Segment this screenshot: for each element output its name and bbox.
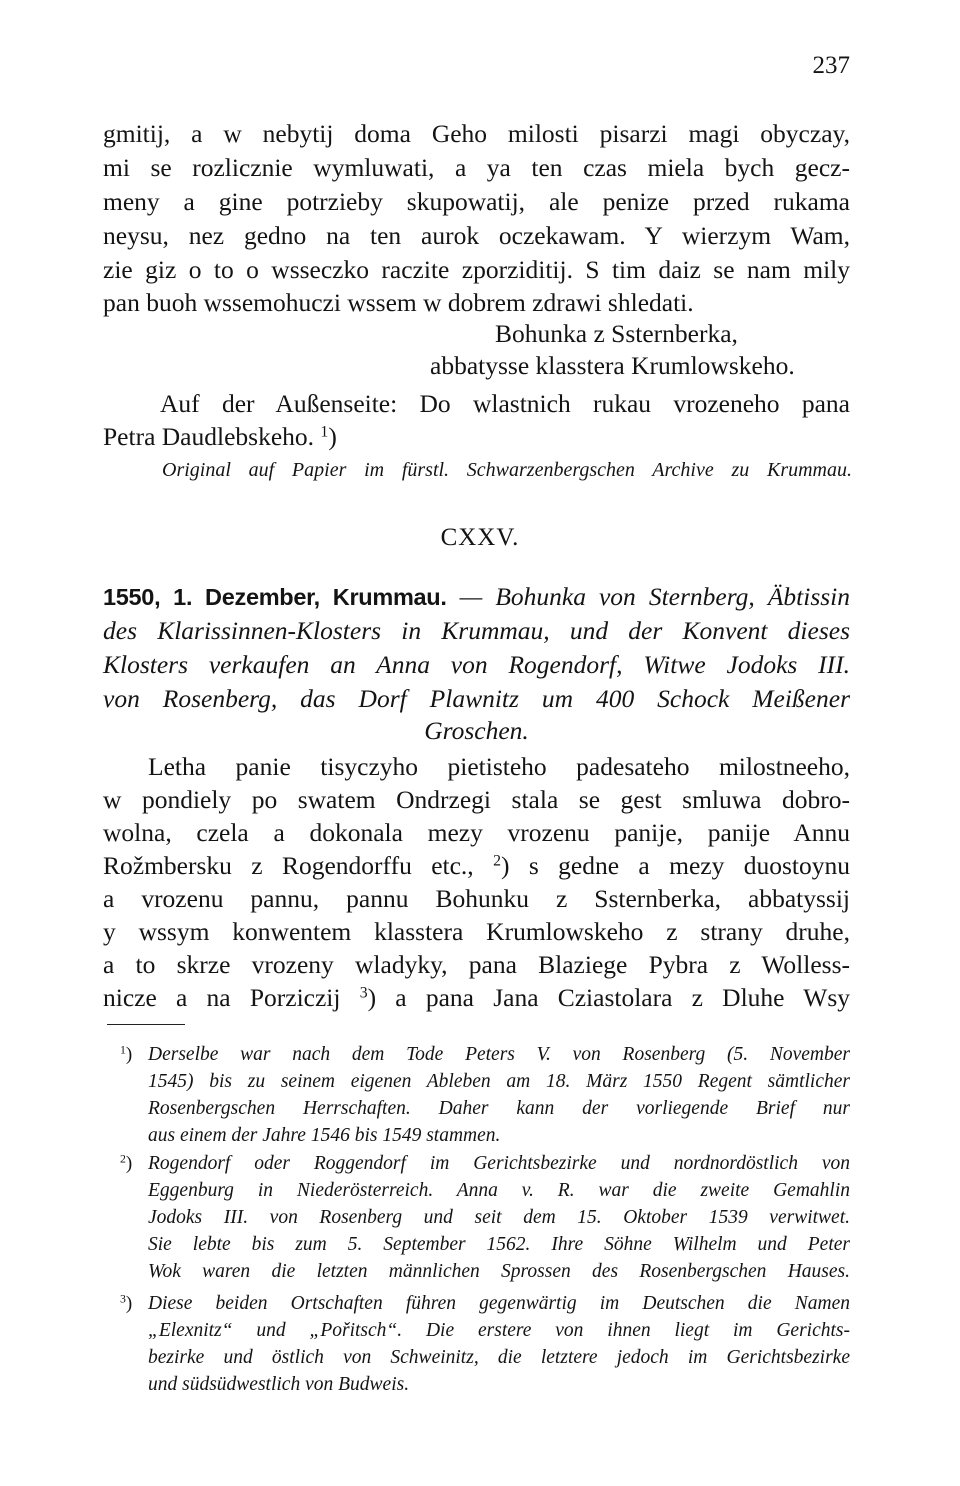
footnote-line: Eggenburg in Niederösterreich. Anna v. R. war die zweite Gemahlin xyxy=(148,1180,850,1201)
footnote-line: bezirke und östlich von Schweinitz, die letztere jedoch im Gerichtsbezirke xyxy=(148,1347,850,1368)
text-line xyxy=(103,850,850,881)
footnote-rule xyxy=(107,1024,185,1025)
text-line: w pondiely po swatem Ondrzegi stala se gest smluwa dobro- xyxy=(103,785,850,814)
address-line-2 xyxy=(103,421,337,452)
regest-line: Klosters verkaufen an Anna von Rogendorf, Witwe Jodoks III. xyxy=(103,650,850,679)
text-fragment: Rožmbersku z Rogendorffu etc., xyxy=(103,851,474,880)
regest-line-last: Groschen. xyxy=(424,716,529,745)
body-line: zie giz o to o wsseczko raczite zporziditij. S tim daiz se nam mily xyxy=(103,255,850,284)
signature-title: abbatysse klasstera Krumlowskeho. xyxy=(430,351,795,380)
text-fragment: ) a pana Jana Cziastolara z Dluhe Wsy xyxy=(367,983,850,1012)
footnote-mark: $^1$) xyxy=(120,1043,133,1065)
source-note: Original auf Papier im fürstl. Schwarzenbergschen Archive zu Krummau. xyxy=(162,459,852,481)
footnote-line: Rogendorf oder Roggendorf im Gerichtsbezirke und nordnordöstlich von xyxy=(148,1153,850,1174)
footnote-ref-paren: ) xyxy=(328,422,337,451)
footnote-line: und südsüdwestlich von Budweis. xyxy=(148,1374,410,1395)
text-line xyxy=(103,982,850,1013)
body-line: mi se rozlicznie wymluwati, a ya ten czas miela bych gecz- xyxy=(103,153,850,182)
body-line: meny a gine potrzieby skupowatij, ale penize przed rukama xyxy=(103,187,850,216)
text-line: a to skrze vrozeny wladyky, pana Blaziege Pybra z Wolless- xyxy=(103,950,850,979)
footnote-line: 1545) bis zu seinem eigenen Ableben am 18. März 1550 Regent sämtlicher xyxy=(148,1071,850,1092)
regest-date-place: 1550, 1. Dezember, Krummau. xyxy=(103,584,447,610)
regest-line-1 xyxy=(103,581,850,613)
page-number: 237 xyxy=(812,52,850,79)
footnote-mark: $^3$) xyxy=(120,1292,133,1314)
address-line: Auf der Außenseite: Do wlastnich rukau vrozeneho pana xyxy=(160,389,850,418)
footnote-mark: $^2$) xyxy=(120,1152,133,1174)
text-line: Letha panie tisyczyho pietisteho padesateho milostneeho, xyxy=(148,752,850,781)
text-line: a vrozenu pannu, pannu Bohunku z Ssternberka, abbatyssij xyxy=(103,884,850,913)
footnote-line: Derselbe war nach dem Tode Peters V. von Rosenberg (5. November xyxy=(148,1044,850,1065)
text-fragment: nicze a na Porziczij xyxy=(103,983,341,1012)
footnote-line: „Elexnitz“ und „Pořitsch“. Die erstere von ihnen liegt im Gerichts- xyxy=(148,1320,850,1341)
footnote-line: aus einem der Jahre 1546 bis 1549 stammen. xyxy=(148,1125,501,1146)
document-number: CXXV. xyxy=(440,524,520,551)
body-line: neysu, nez gedno na ten aurok oczekawam. Y wierzym Wam, xyxy=(103,221,850,250)
regest-line: des Klarissinnen-Klosters in Krummau, und der Konvent dieses xyxy=(103,616,850,645)
address-text: Petra Daudlebskeho. xyxy=(103,422,315,451)
regest-text: — Bohunka von Sternberg, Äbtissin xyxy=(459,582,851,611)
footnote-line: Rosenbergschen Herrschaften. Daher kann der vorliegende Brief nur xyxy=(148,1098,850,1119)
footnote-line: Jodoks III. von Rosenberg und seit dem 15. Oktober 1539 verwitwet. xyxy=(148,1207,850,1228)
body-line: gmitij, a w nebytij doma Geho milosti pisarzi magi obyczay, xyxy=(103,119,850,148)
body-line: pan buoh wssemohuczi wssem w dobrem zdrawi shledati. xyxy=(103,288,694,317)
text-line: y wssym konwentem klasstera Krumlowskeho z strany druhe, xyxy=(103,917,850,946)
signature-name: Bohunka z Ssternberka, xyxy=(495,319,738,348)
footnote-line: Wok waren die letzten männlichen Sprossen des Rosenbergschen Hauses. xyxy=(148,1261,850,1282)
footnote-line: Diese beiden Ortschaften führen gegenwärtig im Deutschen die Namen xyxy=(148,1293,850,1314)
footnote-ref-2: 2 xyxy=(493,852,501,870)
regest-line: von Rosenberg, das Dorf Plawnitz um 400 Schock Meißener xyxy=(103,684,850,713)
footnote-ref-3: 3 xyxy=(359,984,368,1002)
footnote-line: Sie lebte bis zum 5. September 1562. Ihre Söhne Wilhelm und Peter xyxy=(148,1234,850,1255)
text-fragment: ) s gedne a mezy duostoynu xyxy=(500,851,851,880)
text-line: wolna, czela a dokonala mezy vrozenu panije, panije Annu xyxy=(103,818,850,847)
footnote-ref-1: 1 xyxy=(320,423,329,441)
